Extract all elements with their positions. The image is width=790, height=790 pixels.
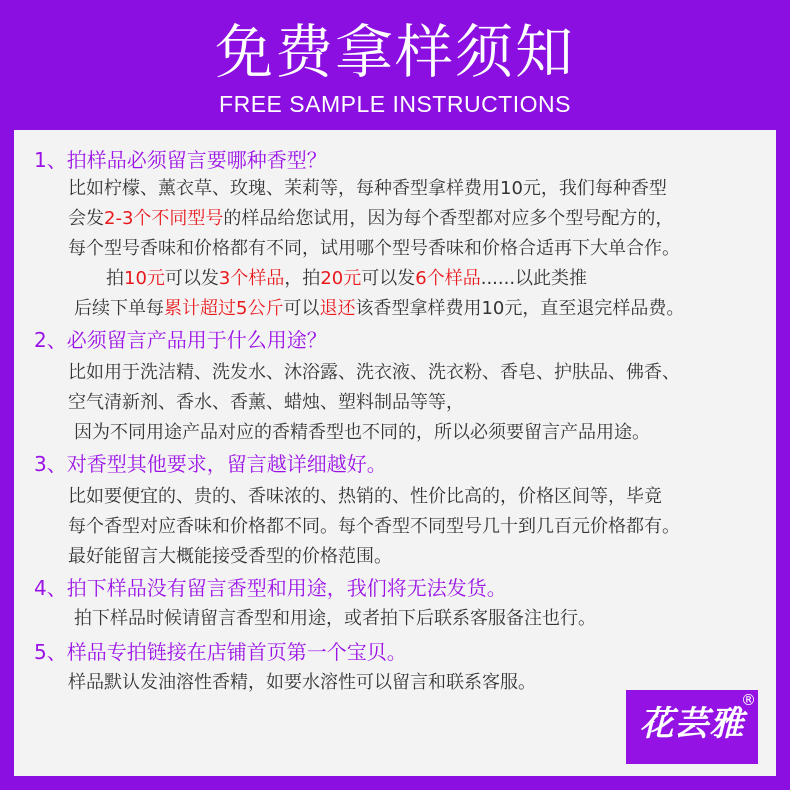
highlight-span: 2-3个不同型号	[104, 208, 224, 229]
text-span: ，拍	[284, 268, 321, 289]
text-span: 后续下单每	[74, 298, 164, 319]
section-1-line-3: 每个型号香味和价格都有不同，试用哪个型号香味和价格合适再下大单合作。	[68, 238, 680, 259]
section-3-line-1: 比如要便宜的、贵的、香味浓的、热销的、性价比高的，价格区间等，毕竟	[68, 486, 662, 507]
section-5-heading: 5、样品专拍链接在店铺首页第一个宝贝。	[34, 640, 407, 664]
section-3-heading: 3、对香型其他要求，留言越详细越好。	[34, 452, 387, 476]
section-5-line-1: 样品默认发油溶性香精，如要水溶性可以留言和联系客服。	[68, 672, 536, 693]
section-1-line-4	[106, 266, 587, 292]
section-3-line-3: 最好能留言大概能接受香型的价格范围。	[68, 546, 392, 567]
registered-mark-icon: ®	[741, 691, 756, 709]
instructions-panel	[14, 130, 776, 776]
highlight-span: 退还	[319, 298, 356, 319]
section-3-line-2: 每个香型对应香味和价格都不同。每个香型不同型号几十到几百元价格都有。	[68, 516, 680, 537]
page-subtitle: FREE SAMPLE INSTRUCTIONS	[219, 91, 571, 117]
section-2-heading: 2、必须留言产品用于什么用途？	[34, 328, 327, 352]
section-1-heading: 1、拍样品必须留言要哪种香型？	[34, 148, 327, 172]
logo-text: 花芸雅	[639, 704, 745, 744]
section-4-line-1: 拍下样品时候请留言香型和用途，或者拍下后联系客服备注也行。	[74, 608, 596, 629]
text-span: 会发	[68, 208, 104, 229]
text-span: 该香型拿样费用10元，直至退完样品费。	[355, 298, 685, 319]
section-4-heading: 4、拍下样品没有留言香型和用途，我们将无法发货。	[34, 576, 507, 600]
highlight-span: 20元	[320, 268, 362, 289]
text-span: ......以此类推	[480, 268, 588, 289]
text-span: 可以发	[164, 268, 219, 289]
highlight-span: 累计超过5公斤	[164, 298, 284, 319]
section-1-line-1: 比如柠檬、薰衣草、玫瑰、茉莉等，每种香型拿样费用10元，我们每种香型	[68, 178, 667, 199]
brand-logo	[626, 690, 758, 764]
section-2-line-3: 因为不同用途产品对应的香精香型也不同的，所以必须要留言产品用途。	[74, 422, 650, 443]
text-span: 拍	[106, 268, 124, 289]
text-span: 可以	[283, 298, 320, 319]
highlight-span: 6个样品	[415, 268, 481, 289]
section-2-line-2: 空气清新剂、香水、香薰、蜡烛、塑料制品等等，	[68, 392, 464, 413]
section-1-line-5	[74, 296, 684, 322]
text-span: 的样品给您试用，因为每个香型都对应多个型号配方的，	[223, 208, 674, 229]
section-1-line-2	[68, 206, 673, 232]
page-title: 免费拿样须知	[214, 18, 575, 86]
highlight-span: 10元	[124, 268, 165, 289]
highlight-span: 3个样品	[218, 268, 285, 289]
section-2-line-1: 比如用于洗洁精、洗发水、沐浴露、洗衣液、洗衣粉、香皂、护肤品、佛香、	[68, 362, 680, 383]
text-span: 可以发	[361, 268, 416, 289]
